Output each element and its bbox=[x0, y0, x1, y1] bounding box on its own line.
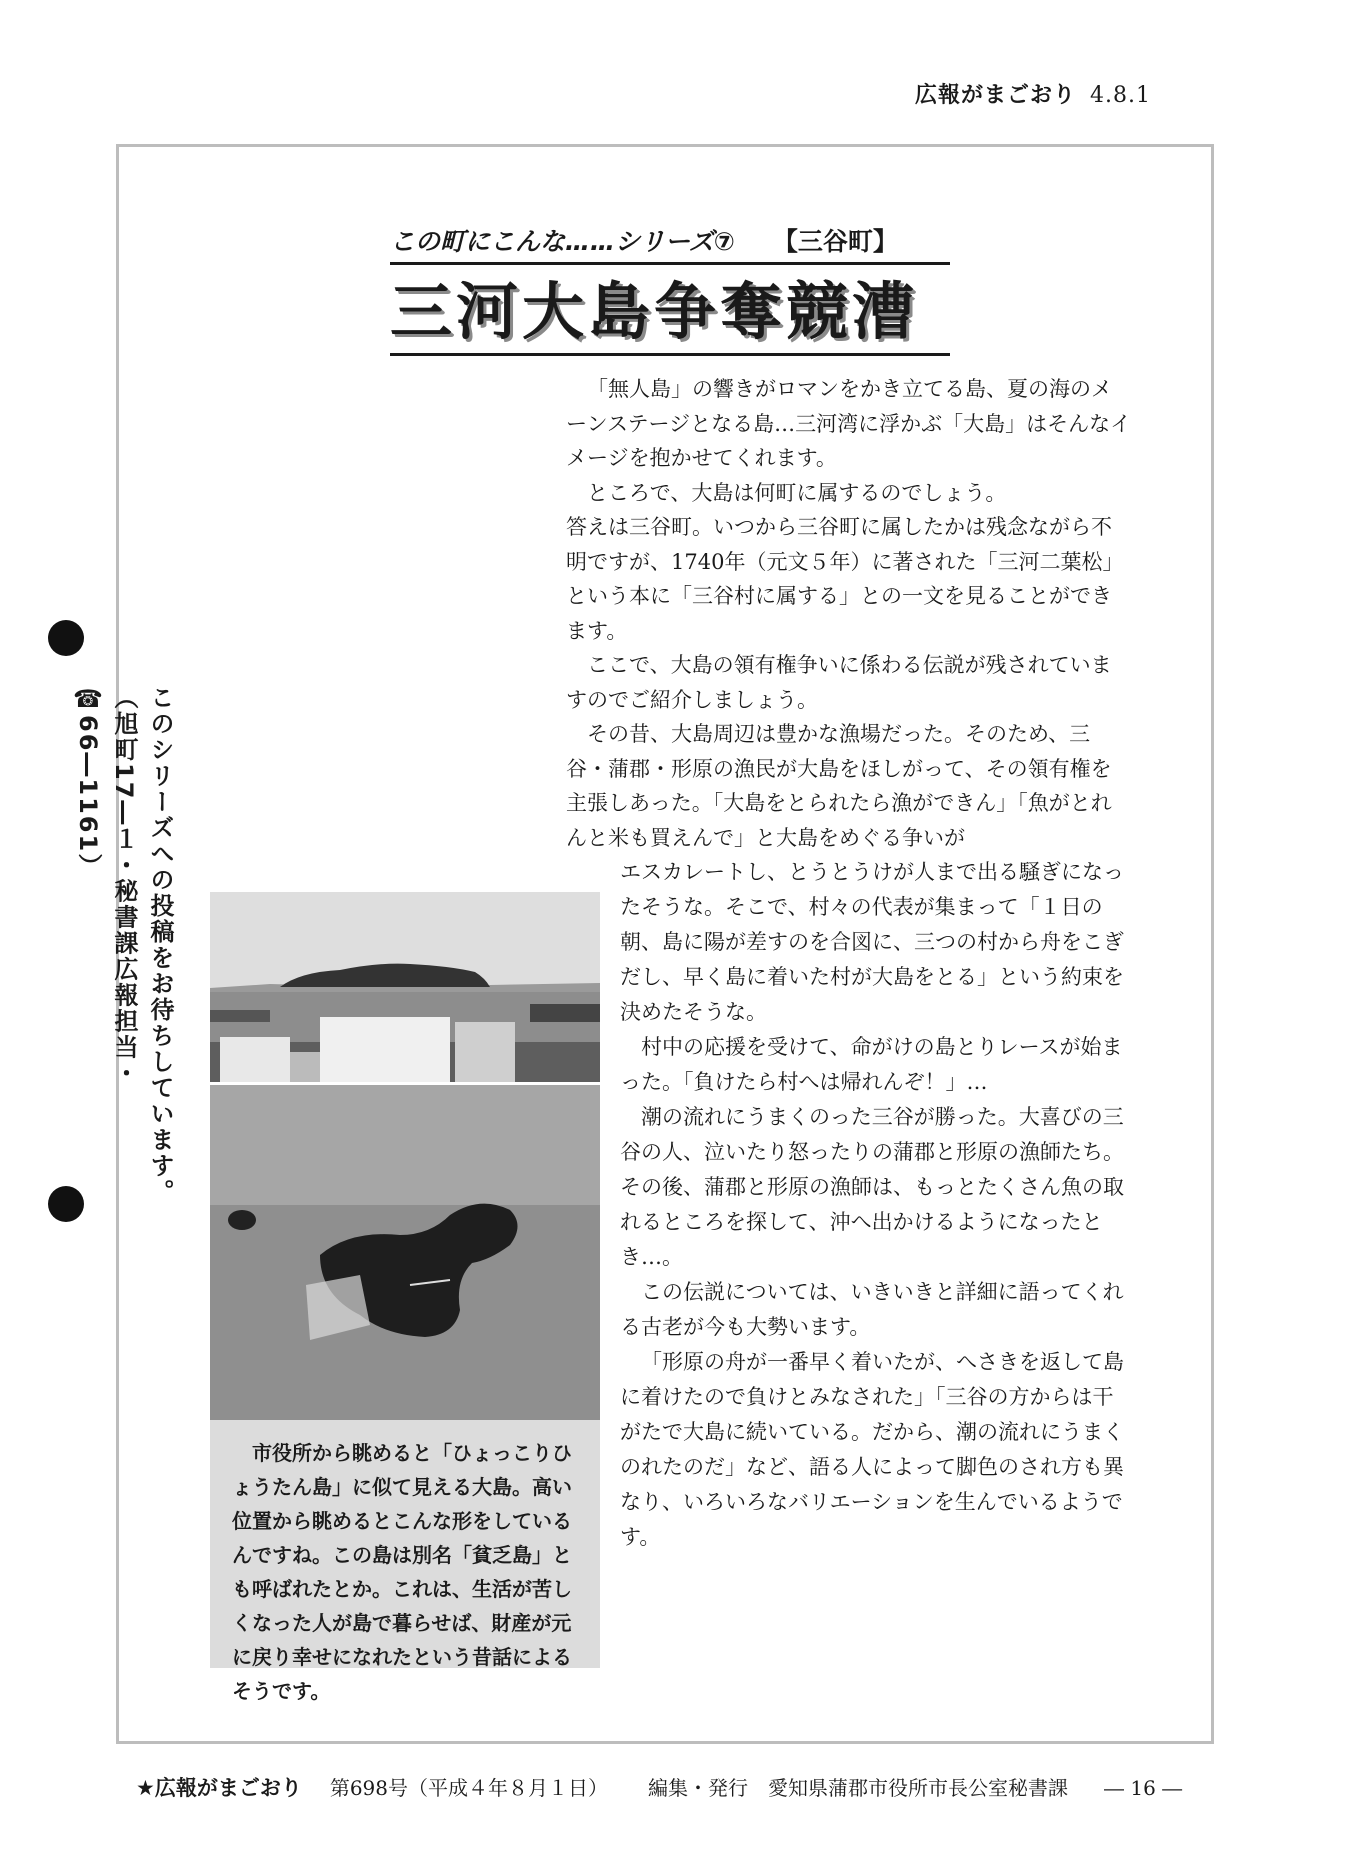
article-body-lower bbox=[620, 855, 1132, 1555]
photo-caption bbox=[210, 1420, 600, 1703]
paragraph: 「形原の舟が一番早く着いたが、へさきを返して島に着けたので負けとみなされた」「三谷の方からは干がたで大島に続いている。だから、潮の流れにうまくのれたのだ」など、語る人によって脚色のされ方も異なり、いろいろなバリエーションを生んでいるようです。 bbox=[620, 1350, 1124, 1549]
paragraph: 「無人島」の響きがロマンをかき立てる島、夏の海のメーンステージとなる島…三河湾に浮かぶ「大島」はそんなイメージを抱かせてくれます。 bbox=[566, 377, 1132, 470]
paragraph: ここで、大島の領有権争いに係わる伝説が残されていますのでご紹介しましょう。 bbox=[566, 653, 1112, 712]
paragraph: その昔、大島周辺は豊かな漁場だった。そのため、三谷・蒲郡・形原の漁民が大島をほしがって、その領有権を主張しあった。「大島をとられたら漁ができん」「魚がとれんと米も買えんで」と大島をめぐる争いが bbox=[566, 722, 1112, 850]
photo-island-from-city-hall bbox=[210, 892, 600, 1082]
town-label: 【三谷町】 bbox=[772, 227, 898, 256]
footer-publisher: 編集・発行 愛知県蒲郡市役所市長公室秘書課 bbox=[648, 1776, 1069, 1800]
header-title: 広報がまごおり bbox=[915, 83, 1077, 108]
binder-hole-top bbox=[48, 620, 84, 656]
article-title: 三河大島争奪競漕 bbox=[390, 262, 950, 356]
paragraph: この伝説については、いきいきと詳細に語ってくれる古老が今も大勢います。 bbox=[620, 1280, 1124, 1339]
footer-brand: ★広報がまごおり bbox=[136, 1776, 302, 1800]
page-header bbox=[915, 78, 1151, 109]
contact-text: （旭町17―１・秘書課広報担当・☎66―1161） bbox=[74, 685, 138, 1087]
paragraph: 答えは三谷町。いつから三谷町に属したかは残念ながら不明ですが、1740年（元文５年）に著された「三河二葉松」という本に「三谷村に属する」との一文を見ることができます。 bbox=[566, 515, 1124, 643]
photo-island-aerial bbox=[210, 1085, 600, 1420]
submission-notice bbox=[70, 685, 178, 1205]
header-issue: 4.8.1 bbox=[1090, 83, 1151, 108]
notice-text: このシリーズへの投稿をお待ちしています。 bbox=[146, 685, 174, 1205]
series-label: この町にこんな……シリーズ⑦ bbox=[390, 227, 735, 256]
paragraph: ところで、大島は何町に属するのでしょう。 bbox=[587, 480, 1007, 505]
paragraph: エスカレートし、とうとうけが人まで出る騒ぎになったそうな。そこで、村々の代表が集まって「１日の朝、島に陽が差すのを合図に、三つの村から舟をこぎだし、早く島に着いた村が大島をとる」という約束を決めたそうな。 bbox=[620, 860, 1124, 1024]
paragraph: 村中の応援を受けて、命がけの島とりレースが始まった。「負けたら村へは帰れんぞ！」… bbox=[620, 1035, 1123, 1094]
photo-island-aerial-image bbox=[210, 1085, 600, 1420]
series-heading bbox=[390, 222, 950, 265]
caption-text: 市役所から眺めると「ひょっこりひょうたん島」に似て見える大島。高い位置から眺めるとこんな形をしているんですね。この島は別名「貧乏島」とも呼ばれたとか。これは、生活が苦しくなった人が島で暮らせば、財産が元に戻り幸せになれたという昔話によるそうです。 bbox=[232, 1441, 572, 1703]
paragraph: 潮の流れにうまくのった三谷が勝った。大喜びの三谷の人、泣いたり怒ったりの蒲郡と形原の漁師たち。その後、蒲郡と形原の漁師は、もっとたくさん魚の取れるところを探して、沖へ出かけるようになったとき…。 bbox=[620, 1105, 1124, 1269]
page-number: ― 16 ― bbox=[1104, 1776, 1183, 1800]
article-body-upper bbox=[566, 372, 1132, 855]
page-footer bbox=[136, 1772, 1216, 1802]
photo-island-from-city-hall-image bbox=[210, 892, 600, 1082]
footer-issue: 第698号（平成４年８月１日） bbox=[329, 1776, 609, 1800]
